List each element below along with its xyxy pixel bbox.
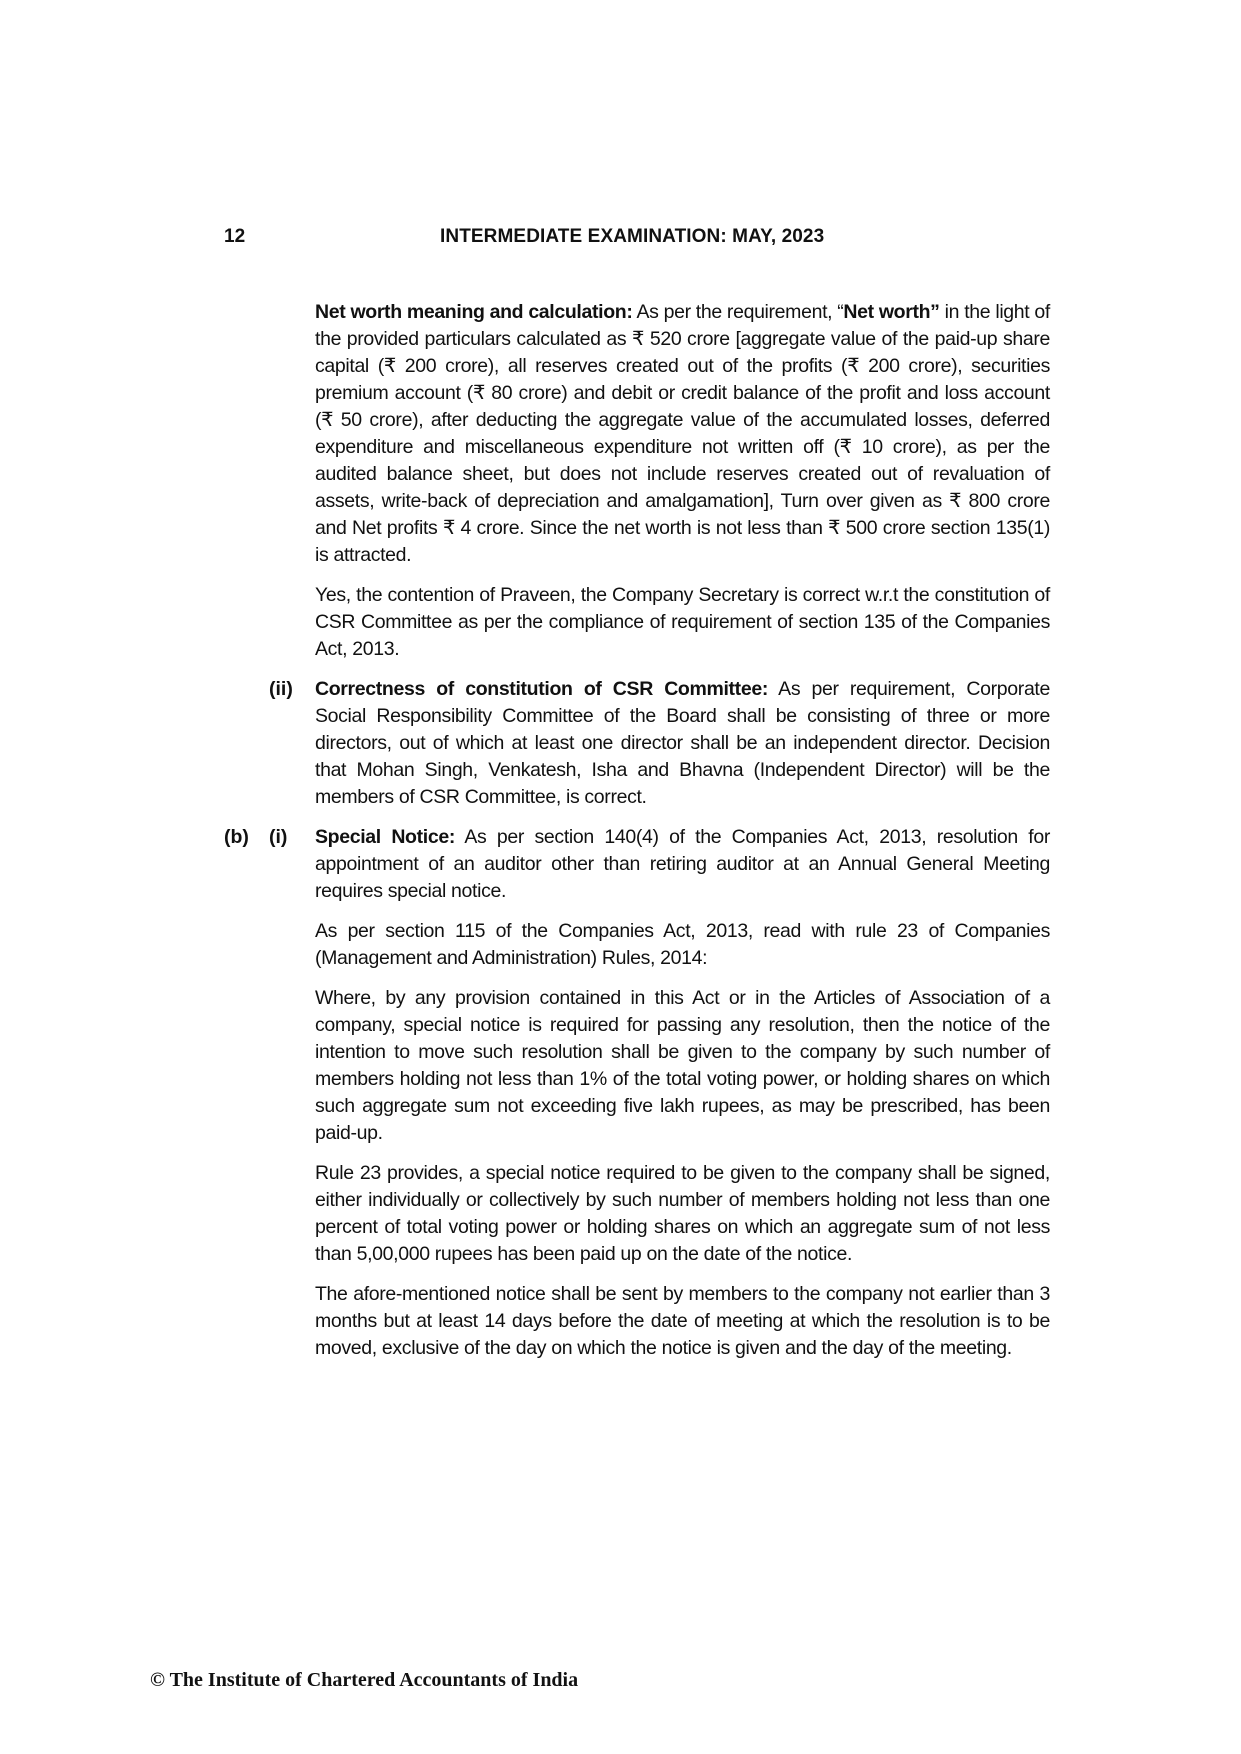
page-number: 12: [224, 226, 246, 247]
item-ii-text: As per requirement, Corporate Social Responsibility Committee of the Board shall be consisting of three or more directors, out of which at least one director shall be an independent director. Decision that Mohan Singh, Venkatesh, Isha and Bhavna (Independent Director) will be the members of CSR Committee, is correct.: [315, 678, 1050, 808]
net-worth-paragraph: [315, 299, 1050, 569]
item-b-i-label: (i): [269, 826, 288, 848]
section-115-paragraph: As per section 115 of the Companies Act, 2013, read with rule 23 of Companies (Management and Administration) Rules, 2014:: [315, 920, 1050, 969]
net-worth-heading: Net worth meaning and calculation:: [315, 301, 633, 323]
item-ii-paragraph: [315, 676, 1050, 811]
special-notice-text: As per section 140(4) of the Companies Act, 2013, resolution for appointment of an auditor other than retiring auditor at an Annual General Meeting requires special notice.: [315, 826, 1050, 902]
page-header-title: INTERMEDIATE EXAMINATION: MAY, 2023: [440, 226, 825, 247]
contention-paragraph: Yes, the contention of Praveen, the Company Secretary is correct w.r.t the constitution of CSR Committee as per the compliance of requirement of section 135 of the Companies Act, 2013.: [315, 584, 1050, 660]
net-worth-term: Net worth”: [843, 301, 940, 323]
special-notice-heading: Special Notice:: [315, 826, 455, 848]
item-ii-heading: Correctness of constitution of CSR Committee:: [315, 678, 768, 700]
net-worth-text-a: As per the requirement, “: [632, 301, 844, 323]
afore-mentioned-paragraph: The afore-mentioned notice shall be sent by members to the company not earlier than 3 months but at least 14 days before the date of meeting at which the resolution is to be moved, exclusive of the day on which the notice is given and the day of the meeting.: [315, 1283, 1050, 1359]
item-ii-label: (ii): [269, 678, 293, 700]
rule-23-paragraph: Rule 23 provides, a special notice required to be given to the company shall be signed, either individually or collectively by such number of members holding not less than one percent of total voting power or holding shares on which an aggregate sum of not less than 5,00,000 rupees has been paid up on the date of the notice.: [315, 1162, 1050, 1265]
footer-copyright: © The Institute of Chartered Accountants of India: [150, 1669, 579, 1691]
provision-paragraph: Where, by any provision contained in this Act or in the Articles of Association of a company, special notice is required for passing any resolution, then the notice of the intention to move such resolution shall be given to the company by such number of members holding not less than 1% of the total voting power, or holding shares on which such aggregate sum not exceeding five lakh rupees, as may be prescribed, has been paid-up.: [315, 987, 1050, 1144]
special-notice-paragraph: [315, 824, 1050, 905]
net-worth-text-b: in the light of the provided particulars calculated as ₹ 520 crore [aggregate value of the paid-up share capital (₹ 200 crore), all reserves created out of the profits (₹ 200 crore), securities premium account (₹ 80 crore) and debit or credit balance of the profit and loss account (₹ 50 crore), after deducting the aggregate value of the accumulated losses, deferred expenditure and miscellaneous expenditure not written off (₹ 10 crore), as per the audited balance sheet, but does not include reserves created out of revaluation of assets, write-back of depreciation and amalgamation], Turn over given as ₹ 800 crore and Net profits ₹ 4 crore. Since the net worth is not less than ₹ 500 crore section 135(1) is attracted.: [315, 301, 1050, 566]
item-b-label: (b): [224, 826, 249, 848]
